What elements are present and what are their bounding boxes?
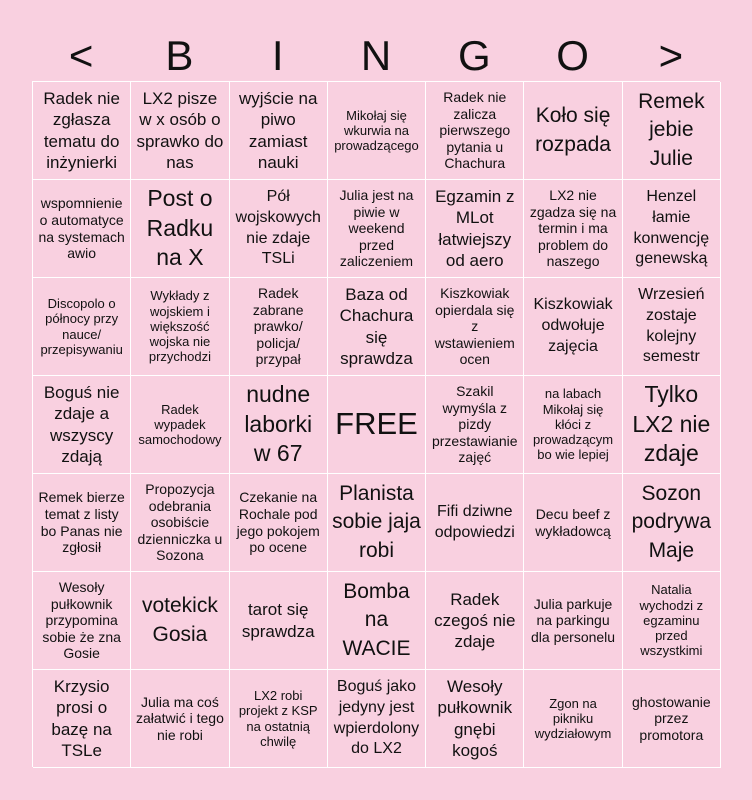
bingo-cell[interactable]: Natalia wychodzi z egzaminu przed wszystkimi bbox=[623, 572, 721, 670]
bingo-cell[interactable]: Kiszkowiak opierdala się z wstawieniem ocen bbox=[426, 278, 524, 376]
bingo-cell[interactable]: votekick Gosia bbox=[131, 572, 229, 670]
header-letter-b: B bbox=[165, 32, 194, 79]
bingo-cell[interactable]: na labach Mikołaj się kłóci z prowadzącym bo wie lepiej bbox=[524, 376, 622, 474]
bingo-cell[interactable]: Tylko LX2 nie zdaje bbox=[623, 376, 721, 474]
header-next-arrow[interactable]: > bbox=[658, 32, 684, 79]
header-letter-o: O bbox=[556, 32, 589, 79]
bingo-cell[interactable]: Czekanie na Rochale pod jego pokojem po ocene bbox=[230, 474, 328, 572]
bingo-cell[interactable]: Egzamin z MLot łatwiejszy od aero bbox=[426, 180, 524, 278]
bingo-cell[interactable]: Remek jebie Julie bbox=[623, 82, 721, 180]
bingo-cell[interactable]: nudne laborki w 67 bbox=[230, 376, 328, 474]
header-prev-arrow[interactable]: < bbox=[68, 32, 94, 79]
header-letter-n: N bbox=[360, 32, 392, 79]
bingo-cell[interactable]: Wrzesień zostaje kolejny semestr bbox=[623, 278, 721, 376]
bingo-cell[interactable]: Radek nie zgłasza tematu do inżynierki bbox=[33, 82, 131, 180]
bingo-cell[interactable]: Boguś jako jedyny jest wpierdolony do LX2 bbox=[328, 670, 426, 768]
bingo-cell[interactable]: Wesoły pułkownik przypomina sobie że zna Gosie bbox=[33, 572, 131, 670]
bingo-cell[interactable]: wspomnienie o automatyce na systemach awio bbox=[33, 180, 131, 278]
bingo-cell[interactable]: tarot się sprawdza bbox=[230, 572, 328, 670]
bingo-cell[interactable]: Szakil wymyśla z pizdy przestawianie zajęć bbox=[426, 376, 524, 474]
bingo-cell[interactable]: Fifi dziwne odpowiedzi bbox=[426, 474, 524, 572]
bingo-cell[interactable]: Boguś nie zdaje a wszyscy zdają bbox=[33, 376, 131, 474]
bingo-cell[interactable]: Wesoły pułkownik gnębi kogoś bbox=[426, 670, 524, 768]
bingo-cell[interactable]: Propozycja odebrania osobiście dzienniczka u Sozona bbox=[131, 474, 229, 572]
bingo-cell[interactable]: Julia jest na piwie w weekend przed zaliczeniem bbox=[328, 180, 426, 278]
bingo-header bbox=[32, 30, 720, 82]
bingo-cell[interactable]: Radek wypadek samochodowy bbox=[131, 376, 229, 474]
bingo-cell[interactable]: Julia ma coś załatwić i tego nie robi bbox=[131, 670, 229, 768]
bingo-cell[interactable]: Pół wojskowych nie zdaje TSLi bbox=[230, 180, 328, 278]
bingo-cell[interactable]: Radek zabrane prawko/ policja/ przypał bbox=[230, 278, 328, 376]
bingo-board bbox=[32, 81, 720, 767]
bingo-cell[interactable]: Decu beef z wykładowcą bbox=[524, 474, 622, 572]
bingo-cell[interactable]: Koło się rozpada bbox=[524, 82, 622, 180]
bingo-cell[interactable]: Post o Radku na X bbox=[131, 180, 229, 278]
header-letter-g: G bbox=[457, 32, 491, 79]
bingo-cell[interactable]: Radek nie zalicza pierwszego pytania u Chachura bbox=[426, 82, 524, 180]
bingo-cell[interactable]: Wykłady z wojskiem i większość wojska nie przychodzi bbox=[131, 278, 229, 376]
bingo-cell[interactable]: Zgon na pikniku wydziałowym bbox=[524, 670, 622, 768]
bingo-cell[interactable]: Mikołaj się wkurwia na prowadzącego bbox=[328, 82, 426, 180]
bingo-cell[interactable]: Planista sobie jaja robi bbox=[328, 474, 426, 572]
bingo-cell[interactable]: ghostowanie przez promotora bbox=[623, 670, 721, 768]
bingo-cell[interactable]: LX2 robi projekt z KSP na ostatnią chwilę bbox=[230, 670, 328, 768]
bingo-cell[interactable]: Kiszkowiak odwołuje zajęcia bbox=[524, 278, 622, 376]
header-letter-i: I bbox=[271, 32, 284, 79]
bingo-cell[interactable]: LX2 nie zgadza się na termin i ma problem do naszego bbox=[524, 180, 622, 278]
bingo-cell[interactable]: Henzel łamie konwencję genewską bbox=[623, 180, 721, 278]
bingo-cell[interactable]: Julia parkuje na parkingu dla personelu bbox=[524, 572, 622, 670]
bingo-cell[interactable]: Remek bierze temat z listy bo Panas nie zgłosił bbox=[33, 474, 131, 572]
bingo-cell[interactable]: wyjście na piwo zamiast nauki bbox=[230, 82, 328, 180]
bingo-cell[interactable]: LX2 pisze w x osób o sprawko do nas bbox=[131, 82, 229, 180]
bingo-cell[interactable]: Krzysio prosi o bazę na TSLe bbox=[33, 670, 131, 768]
bingo-cell[interactable]: Sozon podrywa Maje bbox=[623, 474, 721, 572]
free-space-cell[interactable]: FREE bbox=[328, 376, 426, 474]
bingo-cell[interactable]: Bomba na WACIE bbox=[328, 572, 426, 670]
bingo-cell[interactable]: Discopolo o północy przy nauce/ przepisywaniu bbox=[33, 278, 131, 376]
bingo-cell[interactable]: Baza od Chachura się sprawdza bbox=[328, 278, 426, 376]
bingo-cell[interactable]: Radek czegoś nie zdaje bbox=[426, 572, 524, 670]
